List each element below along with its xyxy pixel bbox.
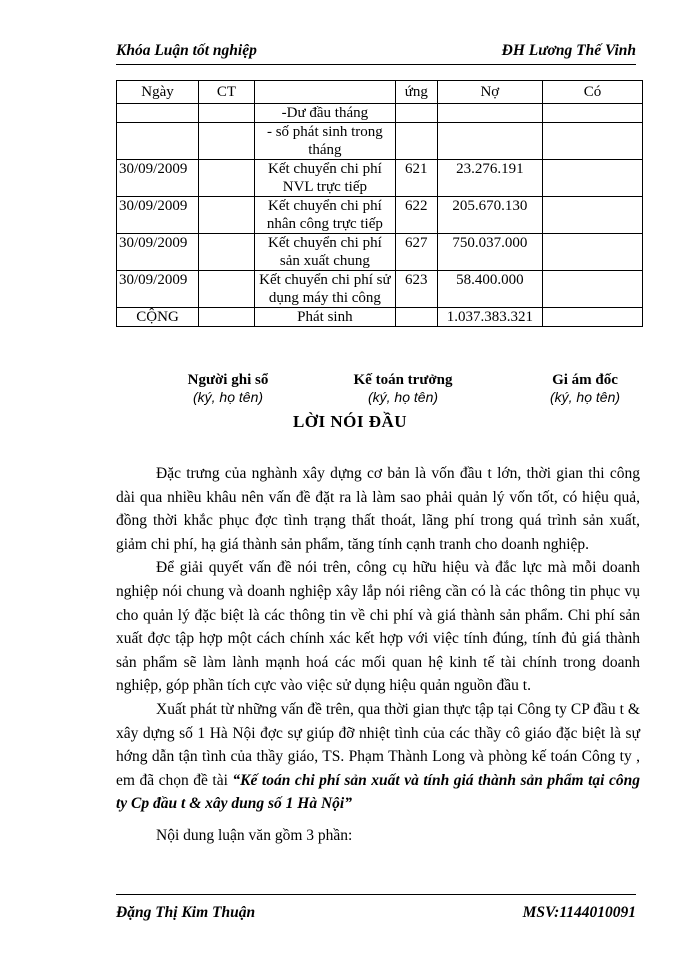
cell-ct <box>199 308 255 327</box>
header-thesis-title: Khóa Luận tốt nghiệp <box>116 42 257 59</box>
cell-description: Kết chuyển chi phí sản xuất chung <box>254 234 395 271</box>
table-row <box>117 234 643 271</box>
signature-role: Gi ám đốc <box>552 372 618 388</box>
paragraph: Để giải quyết vấn đề nói trên, công cụ hữu hiệu và đắc lực mà mỗi doanh nghiệp nói chung và doanh nghiệp xây lắp nói riêng cần có là các thông tin phục vụ cho quản lý đặc biệt là các thông tin về chi phí và giá thành sản phẩm. Chi phí sản xuất đợc tập hợp một cách chính xác kết hợp với việc tính đúng, tính đủ giá thành sản phẩm sẽ làm lành mạnh hoá các mối quan hệ kinh tế tài chính trong doanh nghiệp, góp phần tích cực vào việc sử dụng hiệu quản nguồn đầu t. <box>116 559 640 695</box>
cell-debit <box>437 123 543 160</box>
cell-account <box>396 104 438 123</box>
signature-chief-accountant <box>328 372 478 405</box>
signature-director <box>520 372 650 405</box>
cell-debit: 750.037.000 <box>437 234 543 271</box>
header-rule <box>116 64 636 65</box>
cell-ct <box>199 271 255 308</box>
footer-author: Đặng Thị Kim Thuận <box>116 904 256 921</box>
column-header-date: Ngày <box>117 81 199 104</box>
paragraph-text: Xuất phát từ những vấn đề trên, qua thời gian thực tập tại Công ty CP đầu t & xây dựng số 1 Hà Nội đợc sự giúp đỡ nhiệt tình của các thầy cô giáo đặc biệt là sự hớng dẫn tận tình của thầy giáo, TS. Phạm Thành Long và phòng kế toán Công ty , em đã chọn đề tài <box>116 700 640 789</box>
table-header-row <box>117 81 643 104</box>
cell-credit <box>543 271 643 308</box>
signature-note: (ký, họ tên) <box>192 389 264 405</box>
signature-bookkeeper <box>160 372 296 405</box>
signature-role: Người ghi sổ <box>187 372 269 388</box>
cell-debit: 23.276.191 <box>437 160 543 197</box>
cell-description: - số phát sinh trong tháng <box>254 123 395 160</box>
cell-debit: 58.400.000 <box>437 271 543 308</box>
cell-credit <box>543 308 643 327</box>
cell-ct <box>199 234 255 271</box>
total-label: CỘNG <box>117 308 199 327</box>
table-total-row <box>117 308 643 327</box>
cell-credit <box>543 197 643 234</box>
cell-date <box>117 104 199 123</box>
signature-note: (ký, họ tên) <box>367 389 439 405</box>
cell-ct <box>199 123 255 160</box>
cell-date <box>117 123 199 160</box>
total-debit: 1.037.383.321 <box>437 308 543 327</box>
table-row <box>117 104 643 123</box>
paragraph <box>116 698 640 816</box>
body-text <box>116 462 640 848</box>
column-header-ct: CT <box>199 81 255 104</box>
cell-description: Kết chuyển chi phí sử dụng máy thi công <box>254 271 395 308</box>
cell-account: 621 <box>396 160 438 197</box>
paragraph: Đặc trưng của nghành xây dựng cơ bản là vốn đầu t lớn, thời gian thi công dài qua nhiều khâu nên vấn đề đặt ra là làm sao phải quản lý vốn tốt, có hiệu quả, đồng thời khắc phục đợc tình trạng thất thoát, lãng phí trong quá trình sản xuất, giảm chi phí, hạ giá thành sản phẩm, tăng tính cạnh tranh cho doanh nghiệp. <box>116 465 640 553</box>
cell-credit <box>543 234 643 271</box>
cell-account: 622 <box>396 197 438 234</box>
column-header-debit: Nợ <box>437 81 543 104</box>
cell-description: Kết chuyển chi phí NVL trực tiếp <box>254 160 395 197</box>
table-row <box>117 123 643 160</box>
paragraph: Nội dung luận văn gồm 3 phần: <box>156 826 353 844</box>
signature-role: Kế toán trưởng <box>353 372 453 388</box>
table-row <box>117 197 643 234</box>
cell-debit: 205.670.130 <box>437 197 543 234</box>
table-row <box>117 271 643 308</box>
column-header-account: ứng <box>396 81 438 104</box>
cell-date: 30/09/2009 <box>117 234 199 271</box>
page-header <box>116 38 636 60</box>
signature-note: (ký, họ tên) <box>549 389 621 405</box>
cell-account: 627 <box>396 234 438 271</box>
cell-ct <box>199 160 255 197</box>
cell-date: 30/09/2009 <box>117 197 199 234</box>
cell-description: -Dư đầu tháng <box>254 104 395 123</box>
footer-rule <box>116 894 636 895</box>
footer-student-id: MSV:1144010091 <box>522 904 636 921</box>
cell-account: 623 <box>396 271 438 308</box>
total-description: Phát sinh <box>254 308 395 327</box>
cell-account <box>396 308 438 327</box>
cell-date: 30/09/2009 <box>117 271 199 308</box>
column-header-credit: Có <box>543 81 643 104</box>
section-title: LỜI NÓI ĐẦU <box>292 412 408 431</box>
header-university: ĐH Lương Thế Vinh <box>501 42 636 59</box>
page-footer <box>116 900 636 924</box>
table-row <box>117 160 643 197</box>
cell-account <box>396 123 438 160</box>
cell-credit <box>543 160 643 197</box>
cell-ct <box>199 197 255 234</box>
ledger-table <box>116 80 643 327</box>
thesis-topic: “Kế toán chi phí sản xuất và tính giá thành sản phẩm tại công ty Cp đầu t & xây dung số 1 Hà Nội” <box>116 771 640 813</box>
cell-description: Kết chuyển chi phí nhân công trực tiếp <box>254 197 395 234</box>
cell-date: 30/09/2009 <box>117 160 199 197</box>
cell-credit <box>543 104 643 123</box>
cell-credit <box>543 123 643 160</box>
cell-ct <box>199 104 255 123</box>
cell-debit <box>437 104 543 123</box>
column-header-description <box>254 81 395 104</box>
